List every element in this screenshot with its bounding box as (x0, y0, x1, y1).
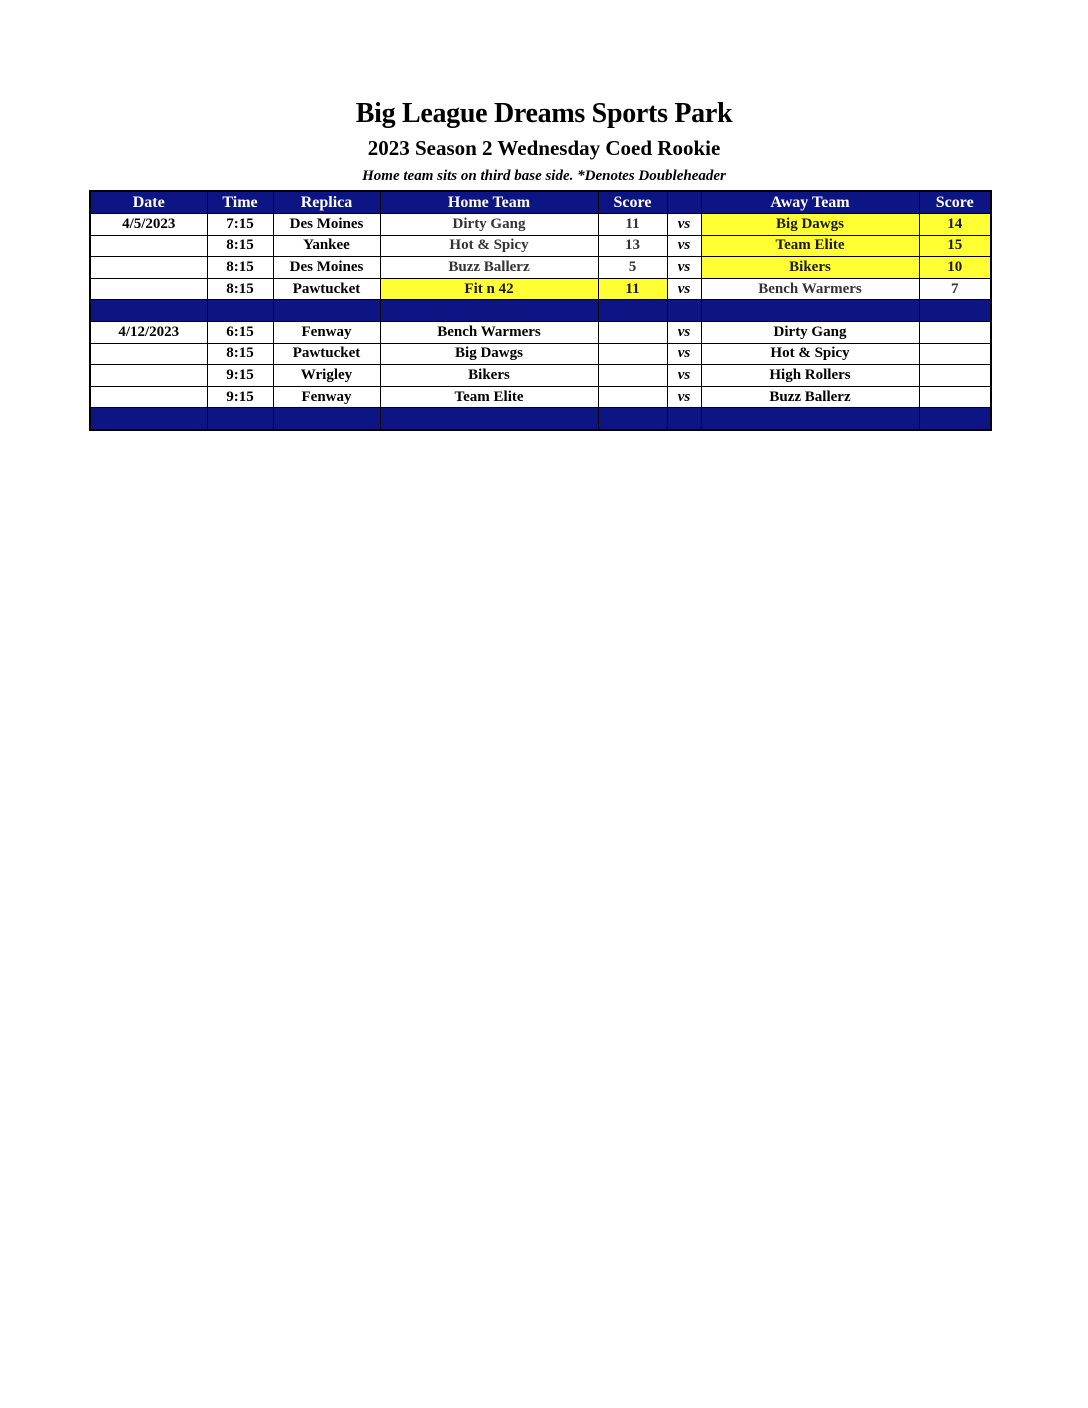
home-team-cell: Buzz Ballerz (380, 257, 598, 279)
date-cell: 4/12/2023 (90, 321, 207, 343)
separator-cell (380, 300, 598, 322)
away-team-cell: Bikers (701, 257, 919, 279)
col-replica-header: Replica (273, 191, 380, 214)
vs-cell: vs (667, 365, 701, 387)
date-cell (90, 386, 207, 408)
away-team-cell: High Rollers (701, 365, 919, 387)
home-team-cell: Team Elite (380, 386, 598, 408)
table-row (90, 257, 991, 279)
separator-cell (701, 408, 919, 430)
away-score-cell (919, 386, 991, 408)
away-score-cell (919, 321, 991, 343)
away-score-cell (919, 365, 991, 387)
time-cell: 8:15 (207, 235, 273, 257)
vs-cell: vs (667, 214, 701, 236)
time-cell: 8:15 (207, 257, 273, 279)
separator-cell (667, 408, 701, 430)
separator-cell (598, 408, 667, 430)
away-team-cell: Team Elite (701, 235, 919, 257)
separator-cell (207, 408, 273, 430)
date-cell (90, 343, 207, 365)
table-body (90, 214, 991, 430)
replica-cell: Yankee (273, 235, 380, 257)
time-cell: 8:15 (207, 343, 273, 365)
time-cell: 9:15 (207, 386, 273, 408)
vs-cell: vs (667, 278, 701, 300)
replica-cell: Des Moines (273, 214, 380, 236)
table-row (90, 278, 991, 300)
table-row (90, 321, 991, 343)
away-score-cell: 14 (919, 214, 991, 236)
time-cell: 6:15 (207, 321, 273, 343)
home-score-cell (598, 343, 667, 365)
separator-cell (90, 408, 207, 430)
home-score-cell: 5 (598, 257, 667, 279)
schedule-table (89, 190, 992, 431)
time-cell: 9:15 (207, 365, 273, 387)
date-cell (90, 365, 207, 387)
vs-cell: vs (667, 321, 701, 343)
home-team-cell: Bench Warmers (380, 321, 598, 343)
away-team-cell: Hot & Spicy (701, 343, 919, 365)
home-score-cell (598, 321, 667, 343)
replica-cell: Fenway (273, 386, 380, 408)
page-subtitle: 2023 Season 2 Wednesday Coed Rookie (367, 136, 721, 160)
page-title: Big League Dreams Sports Park (355, 98, 733, 129)
week-separator-row (90, 408, 991, 430)
date-cell: 4/5/2023 (90, 214, 207, 236)
table-header (90, 191, 991, 214)
home-score-cell: 11 (598, 214, 667, 236)
home-team-cell: Fit n 42 (380, 278, 598, 300)
replica-cell: Pawtucket (273, 343, 380, 365)
separator-cell (273, 408, 380, 430)
home-score-cell: 11 (598, 278, 667, 300)
separator-cell (919, 300, 991, 322)
away-score-cell: 15 (919, 235, 991, 257)
separator-cell (380, 408, 598, 430)
separator-cell (667, 300, 701, 322)
table-row (90, 214, 991, 236)
vs-cell: vs (667, 343, 701, 365)
away-score-cell: 7 (919, 278, 991, 300)
table-row (90, 365, 991, 387)
vs-cell: vs (667, 386, 701, 408)
date-cell (90, 235, 207, 257)
home-team-cell: Bikers (380, 365, 598, 387)
home-team-cell: Dirty Gang (380, 214, 598, 236)
home-score-cell: 13 (598, 235, 667, 257)
col-away-team-header: Away Team (701, 191, 919, 214)
date-cell (90, 278, 207, 300)
schedule-note: Home team sits on third base side. *Denotes Doubleheader (362, 168, 726, 184)
replica-cell: Wrigley (273, 365, 380, 387)
col-home-team-header: Home Team (380, 191, 598, 214)
replica-cell: Pawtucket (273, 278, 380, 300)
away-team-cell: Bench Warmers (701, 278, 919, 300)
away-score-cell (919, 343, 991, 365)
vs-cell: vs (667, 235, 701, 257)
table-row (90, 386, 991, 408)
separator-cell (207, 300, 273, 322)
col-date-header: Date (90, 191, 207, 214)
away-team-cell: Big Dawgs (701, 214, 919, 236)
separator-cell (90, 300, 207, 322)
home-score-cell (598, 386, 667, 408)
replica-cell: Des Moines (273, 257, 380, 279)
col-vs-header (667, 191, 701, 214)
separator-cell (273, 300, 380, 322)
week-separator-row (90, 300, 991, 322)
table-row (90, 343, 991, 365)
col-time-header: Time (207, 191, 273, 214)
col-away-score-header: Score (919, 191, 991, 214)
home-team-cell: Big Dawgs (380, 343, 598, 365)
away-score-cell: 10 (919, 257, 991, 279)
home-score-cell (598, 365, 667, 387)
time-cell: 8:15 (207, 278, 273, 300)
vs-cell: vs (667, 257, 701, 279)
separator-cell (919, 408, 991, 430)
col-home-score-header: Score (598, 191, 667, 214)
date-cell (90, 257, 207, 279)
replica-cell: Fenway (273, 321, 380, 343)
away-team-cell: Dirty Gang (701, 321, 919, 343)
separator-cell (701, 300, 919, 322)
time-cell: 7:15 (207, 214, 273, 236)
away-team-cell: Buzz Ballerz (701, 386, 919, 408)
separator-cell (598, 300, 667, 322)
home-team-cell: Hot & Spicy (380, 235, 598, 257)
table-row (90, 235, 991, 257)
